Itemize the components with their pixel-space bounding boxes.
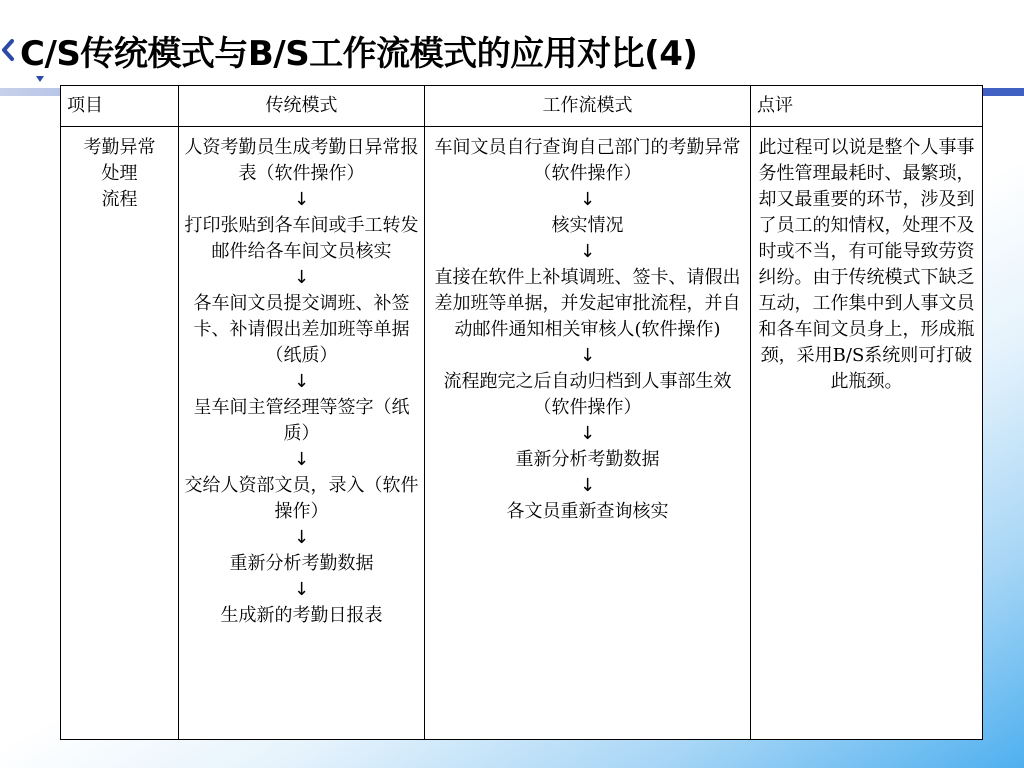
traditional-step: 呈车间主管经理等签字（纸质） xyxy=(193,397,410,444)
comparison-table xyxy=(60,85,983,740)
workflow-step: 重新分析考勤数据 xyxy=(515,449,660,470)
page-title: C/S传统模式与B/S工作流模式的应用对比(4) xyxy=(20,34,698,74)
category-line: 流程 xyxy=(101,189,138,210)
table-header-row xyxy=(61,86,983,127)
down-arrow-icon: ↓ xyxy=(579,189,596,210)
down-arrow-icon: ↓ xyxy=(579,423,596,444)
down-arrow-icon: ↓ xyxy=(293,189,310,210)
down-arrow-icon: ↓ xyxy=(293,527,310,548)
workflow-cell xyxy=(425,127,751,740)
traditional-step: 生成新的考勤日报表 xyxy=(220,605,383,626)
comment-cell: 此过程可以说是整个人事事务性管理最耗时、最繁琐，却又最重要的环节，涉及到了员工的知情权，处理不及时或不当，有可能导致劳资纠纷。由于传统模式下缺乏互动，工作集中到人事文员和各车间文员身上，形成瓶颈，采用B/S系统则可打破此瓶颈。 xyxy=(751,127,983,740)
down-arrow-icon: ↓ xyxy=(293,449,310,470)
category-cell xyxy=(61,127,179,740)
traditional-cell xyxy=(179,127,425,740)
down-arrow-icon: ↓ xyxy=(293,579,310,600)
down-arrow-icon: ↓ xyxy=(579,475,596,496)
workflow-step: 车间文员自行查询自己部门的考勤异常（软件操作） xyxy=(434,137,741,184)
traditional-step: 各车间文员提交调班、补签卡、补请假出差加班等单据（纸质） xyxy=(193,293,410,366)
down-arrow-icon: ↓ xyxy=(579,345,596,366)
traditional-step: 打印张贴到各车间或手工转发邮件给各车间文员核实 xyxy=(184,215,419,262)
down-arrow-icon: ↓ xyxy=(293,267,310,288)
workflow-step: 直接在软件上补填调班、签卡、请假出差加班等单据，并发起审批流程，并自动邮件通知相关审核人(软件操作) xyxy=(434,267,741,340)
header-comment: 点评 xyxy=(751,86,983,127)
workflow-step: 各文员重新查询核实 xyxy=(506,501,669,522)
small-triangle-icon xyxy=(36,76,44,82)
category-line: 处理 xyxy=(101,163,138,184)
table-row xyxy=(61,127,983,740)
traditional-step: 交给人资部文员，录入（软件操作） xyxy=(184,475,419,522)
traditional-step: 人资考勤员生成考勤日异常报表（软件操作） xyxy=(184,137,419,184)
workflow-step: 核实情况 xyxy=(551,215,624,236)
workflow-step: 流程跑完之后自动归档到人事部生效（软件操作） xyxy=(443,371,732,418)
down-arrow-icon: ↓ xyxy=(579,241,596,262)
traditional-step: 重新分析考勤数据 xyxy=(229,553,374,574)
down-arrow-icon: ↓ xyxy=(293,371,310,392)
title-row xyxy=(0,22,1024,82)
category-line: 考勤异常 xyxy=(83,137,156,158)
comparison-table-wrapper xyxy=(60,85,982,740)
title-bullet-icon xyxy=(0,38,14,62)
header-item: 项目 xyxy=(61,86,179,127)
header-traditional: 传统模式 xyxy=(179,86,425,127)
header-workflow: 工作流模式 xyxy=(425,86,751,127)
